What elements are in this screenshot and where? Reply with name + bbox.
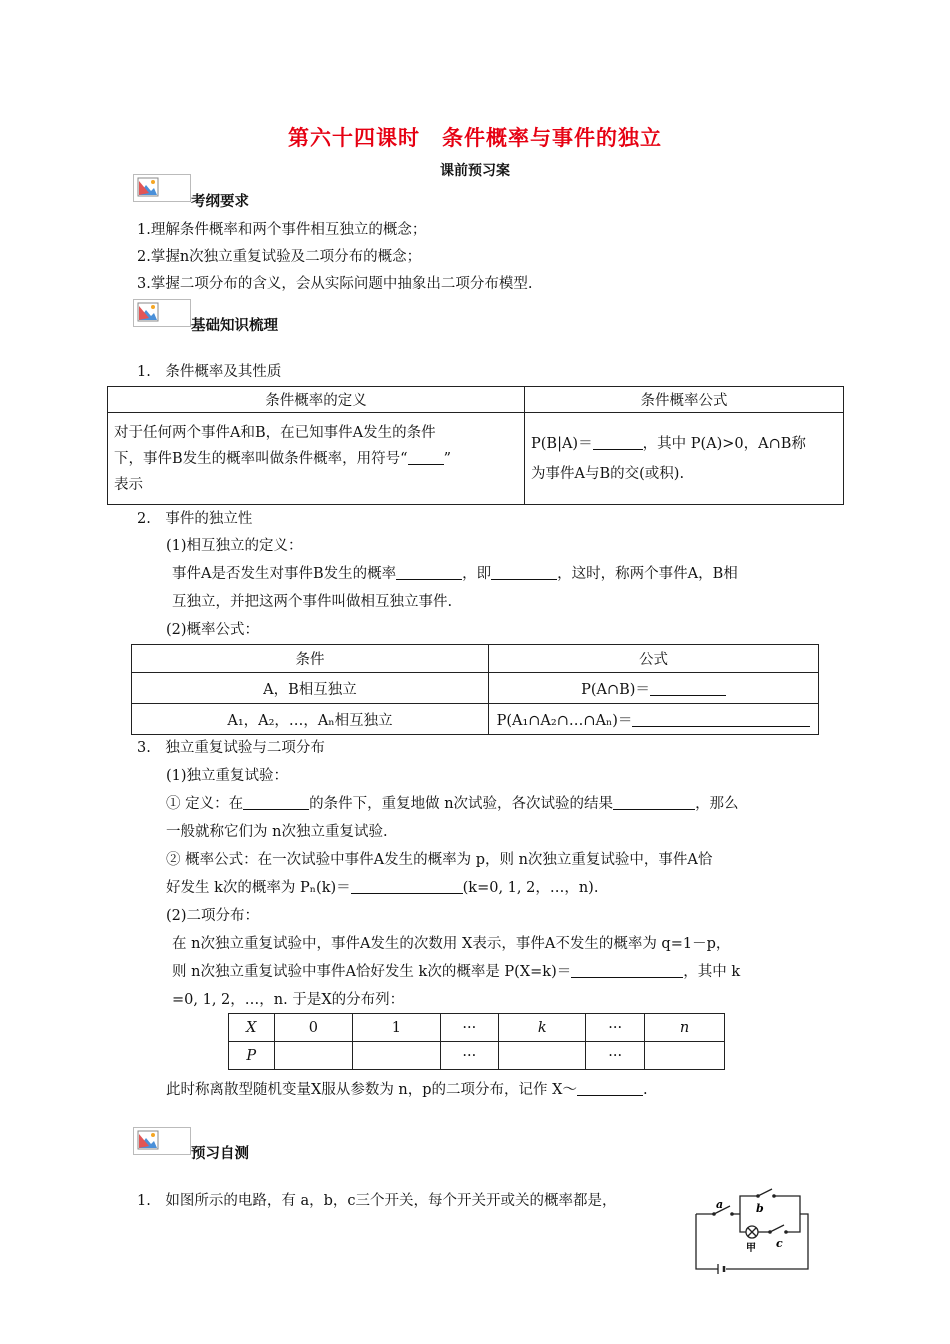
selftest-q1: 1. 如图所示的电路，有 a，b，c三个开关，每个开关开或关的概率都是， [137, 1193, 617, 1209]
part2-sub1: (1)相互独立的定义： [166, 538, 303, 554]
part3-heading: 3. 独立重复试验与二项分布 [137, 740, 325, 756]
col-header: 条件概率的定义 [108, 387, 525, 413]
part3-bin: 在 n次独立重复试验中，事件A发生的次数用 X表示，事件A不发生的概率为 q=1－p， [172, 936, 731, 952]
dist-value-cell [644, 1042, 724, 1070]
part1-heading: 1. 条件概率及其性质 [137, 364, 282, 380]
page-subtitle: 课前预习案 [440, 163, 510, 179]
dist-header-cell: ··· [586, 1014, 645, 1042]
dist-header-cell: n [644, 1014, 724, 1042]
dist-value-cell: P [229, 1042, 275, 1070]
circuit-label-c: c [776, 1237, 783, 1250]
part3-def: ① 定义：在 的条件下，重复地做 n次试验，各次试验的结果 ，那么 [166, 796, 739, 812]
part2-text: 事件A是否发生对事件B发生的概率 ，即 ，这时，称两个事件A，B相 [172, 566, 738, 582]
table-cell: A，B相互独立 [132, 673, 489, 704]
dist-header-cell: X [229, 1014, 275, 1042]
def-line: 下，事件B发生的概率叫做条件概率，用符号“ [114, 450, 408, 467]
page-title: 第六十四课时 条件概率与事件的独立 [288, 126, 662, 150]
col-header: 公式 [489, 645, 819, 673]
requirement-1: 1.理解条件概率和两个事件相互独立的概念； [137, 222, 427, 238]
def-line: 表示 [114, 476, 143, 493]
part2-text2: 互独立，并把这两个事件叫做相互独立事件. [172, 594, 453, 610]
dist-header-cell: 0 [274, 1014, 352, 1042]
col-header: 条件概率公式 [525, 387, 844, 413]
section-yuxi: 预习自测 [191, 1146, 249, 1162]
formula-text: 为事件A与B的交(或积). [531, 465, 685, 482]
col-header: 条件 [132, 645, 489, 673]
dist-value-cell: ··· [586, 1042, 645, 1070]
image-placeholder-icon [133, 174, 191, 202]
part3-sub2: (2)二项分布： [166, 908, 260, 924]
dist-value-cell [353, 1042, 440, 1070]
dist-value-cell: ··· [440, 1042, 499, 1070]
independence-table [131, 644, 819, 735]
part2-heading: 2. 事件的独立性 [137, 511, 253, 527]
requirement-3: 3.掌握二项分布的含义，会从实际问题中抽象出二项分布模型. [137, 276, 533, 292]
part3-final: 此时称离散型随机变量X服从参数为 n，p的二项分布，记作 X～ . [166, 1082, 648, 1098]
dist-header-cell: 1 [353, 1014, 440, 1042]
part3-bin2: 则 n次独立重复试验中事件A恰好发生 k次的概率是 P(X=k)＝ ，其中 k [172, 964, 741, 980]
part2-sub2: (2)概率公式： [166, 622, 260, 638]
dist-value-cell [274, 1042, 352, 1070]
circuit-label-a: a [716, 1198, 724, 1211]
dist-header-cell: k [499, 1014, 586, 1042]
conditional-prob-table: 条件概率的定义 条件概率公式 对于任何两个事件A和B，在已知事件A发生的条件 下，事件B发生的概率叫做条件概率，用符号“ ” 表示 P(B|A)＝ ，其中 P(A)>0，A∩B称 为事件A与B的交(或积). [107, 386, 844, 505]
image-placeholder-icon [133, 1127, 191, 1155]
part3-prob2: 好发生 k次的概率为 Pₙ(k)＝ (k=0, 1, 2，…，n). [166, 880, 599, 896]
requirement-2: 2.掌握n次独立重复试验及二项分布的概念； [137, 249, 422, 265]
circuit-diagram [688, 1184, 818, 1279]
section-jichu: 基础知识梳理 [191, 318, 278, 334]
section-kaogang: 考纲要求 [191, 194, 249, 210]
distribution-table [228, 1013, 725, 1070]
def-line: 对于任何两个事件A和B，在已知事件A发生的条件 [114, 424, 436, 441]
circuit-label-b: b [756, 1202, 764, 1215]
formula-text: P(B|A)＝ [531, 435, 593, 452]
part3-bin3: =0, 1, 2，…，n. 于是X的分布列： [172, 992, 405, 1008]
part3-sub1: (1)独立重复试验： [166, 768, 289, 784]
dist-header-cell: ··· [440, 1014, 499, 1042]
part3-def2: 一般就称它们为 n次独立重复试验. [166, 824, 388, 840]
image-placeholder-icon [133, 299, 191, 327]
table-cell: P(A₁∩A₂∩…∩Aₙ)＝ [496, 712, 633, 729]
circuit-label-lamp: 甲 [746, 1243, 756, 1254]
table-cell: P(A∩B)＝ [581, 681, 650, 698]
part3-prob: ② 概率公式：在一次试验中事件A发生的概率为 p，则 n次独立重复试验中，事件A恰 [166, 852, 713, 868]
table-cell: A₁，A₂，…，Aₙ相互独立 [132, 704, 489, 735]
dist-value-cell [499, 1042, 586, 1070]
